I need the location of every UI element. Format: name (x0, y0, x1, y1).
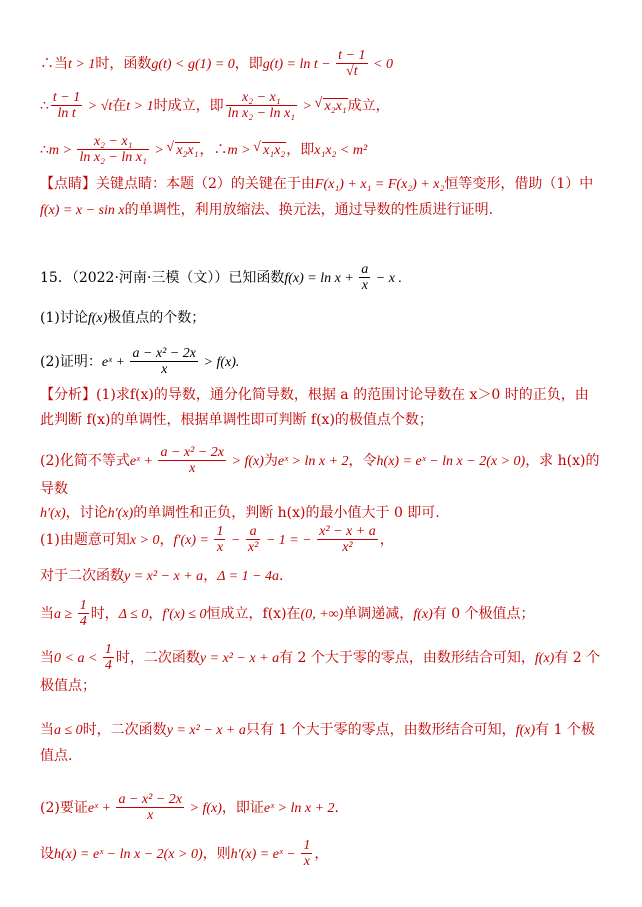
math: h(x) = eˣ − ln x − 2(x > 0) (54, 846, 203, 862)
text: 有 2 个大于零的零点，由数形结合可知， (279, 649, 535, 666)
text: (1)由题意可知 (40, 531, 130, 548)
text: 的单调性，利用放缩法、换元法，通过导数的性质进行证明. (124, 201, 494, 218)
text: (2)要证 (40, 799, 88, 816)
text: ∴ (40, 141, 49, 158)
text: 时，函数 (95, 55, 152, 72)
text: ，令 (348, 452, 377, 469)
analysis-2 (40, 445, 602, 527)
text: ， (148, 605, 163, 622)
math: > f(x) (228, 453, 264, 469)
math: y = x² − x + a (124, 569, 204, 584)
math: h′(x) = eˣ − (230, 846, 300, 862)
solution-1 (40, 524, 394, 556)
solution-2 (40, 568, 284, 586)
fraction: $\frac{1}{x}$ (216, 524, 224, 556)
question-part-2 (40, 346, 239, 378)
math: t > 1 (126, 98, 154, 114)
text: . (334, 799, 339, 816)
question-15 (40, 262, 402, 294)
sqrt: √ x₁x₂ (262, 142, 286, 160)
text: ∴ (40, 97, 49, 114)
math: (0, +∞) (300, 606, 344, 622)
text: ，∴ (199, 141, 228, 158)
text: 恒等变形，借助（1）中 (444, 176, 594, 192)
text: 为 (263, 452, 278, 469)
text: 设 (40, 845, 54, 862)
text: 极值点的个数； (107, 310, 206, 326)
math: f(x) = ln x + (284, 270, 358, 286)
math: − x . (372, 270, 402, 286)
fraction: $\frac{a}{x}$ (361, 262, 369, 294)
question-part-1 (40, 310, 205, 328)
math: f′(x) ≤ 0 (162, 606, 207, 622)
fraction: $\frac{1}{4}$ (79, 598, 87, 630)
text: 当 (40, 722, 54, 738)
math: x₁x₂ < m² (314, 142, 368, 158)
text: ，即 (286, 141, 315, 158)
solution-3 (40, 598, 535, 630)
math: > (150, 142, 168, 158)
math: eˣ + (87, 800, 115, 816)
fraction: $\frac{\text{a − x² − 2x}}{x}$ (132, 346, 196, 378)
fraction: $\frac{\text{a − x² − 2x}}{x}$ (160, 445, 224, 477)
text: ， (203, 568, 218, 584)
text: 有 2 个极值点； (40, 649, 601, 694)
line-3 (40, 134, 367, 166)
text: ， (314, 845, 329, 862)
text: (1)求f(x)的导数，通分化简导数，根据 a 的范围讨论导数在 x＞0 时的正负，由此判断 f(x)的单调性，根据单调性即可判断 f(x)的极值点个数； (40, 387, 589, 428)
fraction: $\frac{t - 1}{√t}$ (338, 48, 366, 80)
text: ∴当 (40, 55, 68, 72)
math: eˣ + (129, 453, 157, 469)
math: h′(x) (40, 506, 66, 522)
text: 证明： (59, 353, 102, 370)
text: 有 1 个极值点. (40, 722, 595, 764)
math: m > (227, 142, 255, 158)
solution-6 (40, 792, 339, 824)
math: > f(x) (186, 800, 222, 816)
math: eˣ > ln x + 2 (263, 800, 335, 816)
math: a ≤ 0 (54, 723, 83, 738)
math: y = x² − x + a (166, 723, 246, 738)
math: t > 1 (68, 56, 96, 72)
text: ， (379, 531, 394, 548)
analysis-label: 【分析】 (40, 387, 96, 403)
text: 当 (40, 649, 54, 666)
label: (1) (40, 310, 60, 326)
math: a ≥ (54, 606, 76, 622)
text: ，讨论 (65, 505, 108, 522)
text: ，求 h(x)的导数 (40, 452, 600, 497)
math: g(t) < g(1) = 0 (151, 56, 235, 72)
fraction: $\frac{1}{x}$ (303, 838, 311, 870)
sqrt: √ x₂x₁ (175, 142, 199, 160)
text: 只有 1 个大于零的零点，由数形结合可知， (245, 722, 516, 738)
line-2 (40, 90, 390, 122)
text: 的单调性和正负，判断 h(x)的最小值大于 0 即可. (133, 505, 440, 522)
text: ， (159, 531, 174, 548)
source: （2022·河南·三模（文）） (71, 269, 229, 286)
analysis-1 (40, 383, 602, 432)
text: 恒成立，f(x)在 (206, 605, 301, 622)
math: eˣ > ln x + 2 (277, 453, 349, 469)
text: 讨论 (59, 310, 88, 326)
math: > (299, 98, 316, 114)
fraction: $\frac{1}{4}$ (104, 642, 112, 674)
question-number: 15． (40, 269, 72, 286)
math: Δ ≤ 0 (118, 606, 149, 622)
math: h′(x) (107, 506, 134, 522)
line-1 (40, 48, 393, 80)
math: g(t) = ln t − (262, 56, 335, 72)
text: . (279, 568, 284, 584)
tip-label: 【点睛】 (40, 176, 96, 192)
text: 时，二次函数 (82, 722, 167, 738)
text: 时， (90, 605, 119, 622)
fraction: $\frac{a}{\text{x²}}$ (247, 524, 259, 556)
solution-5 (40, 718, 602, 768)
math: x > 0 (129, 532, 160, 548)
math: eˣ + (101, 354, 129, 370)
math: − (227, 532, 244, 548)
label: (2) (40, 353, 60, 370)
text: 在 (112, 97, 127, 114)
math: Δ = 1 − 4a (217, 569, 280, 584)
sqrt: √ x₂x₁ (323, 98, 347, 116)
math: > f(x). (200, 354, 240, 370)
math: h(x) = eˣ − ln x − 2(x > 0) (376, 453, 526, 469)
math: 0 < a < (54, 650, 101, 666)
math: < 0 (369, 56, 393, 72)
solution-4 (40, 642, 602, 698)
fraction: $\frac{\text{x₂ − x₁}}{\text{ln x₂ − ln x₁}}$ (227, 90, 296, 122)
text: ，即证 (221, 799, 264, 816)
text: ，则 (202, 845, 231, 862)
math: f(x) (534, 650, 555, 666)
text: 对于二次函数 (40, 568, 124, 584)
fraction: $\frac{\text{a − x² − 2x}}{x}$ (118, 792, 182, 824)
solution-7 (40, 838, 328, 870)
math: f′(x) = (173, 532, 213, 548)
text: 时成立，即 (153, 97, 224, 114)
math: f(x) = x − sin x (40, 202, 125, 218)
text: (2)化简不等式 (40, 452, 130, 469)
math: − 1 = − (262, 532, 316, 548)
math: F(x₁) + x₁ = F(x₂) + x₂ (314, 177, 445, 192)
tip-paragraph (40, 172, 602, 223)
math: f(x) (515, 723, 536, 738)
text: 有 0 个极值点； (432, 605, 535, 622)
text: 时，二次函数 (115, 649, 200, 666)
math: f(x) (87, 311, 108, 326)
math: > √t (84, 98, 113, 114)
text: 关键点睛：本题（2）的关键在于由 (96, 176, 315, 192)
fraction: $\frac{\text{x₂ − x₁}}{\text{ln x₂ − ln x₁}}$ (79, 134, 147, 166)
text: 成立， (347, 97, 390, 114)
math: y = x² − x + a (199, 650, 280, 666)
math: f(x) (413, 606, 433, 622)
text: 当 (40, 605, 54, 622)
fraction: $\frac{\text{x² − x + a}}{\text{x²}}$ (319, 524, 376, 556)
text: 已知函数 (228, 269, 285, 286)
math: m > (48, 142, 76, 158)
fraction: $\frac{t - 1}{\text{ln t}}$ (52, 90, 81, 122)
text: 单调递减， (343, 605, 414, 622)
text: ，即 (234, 55, 263, 72)
